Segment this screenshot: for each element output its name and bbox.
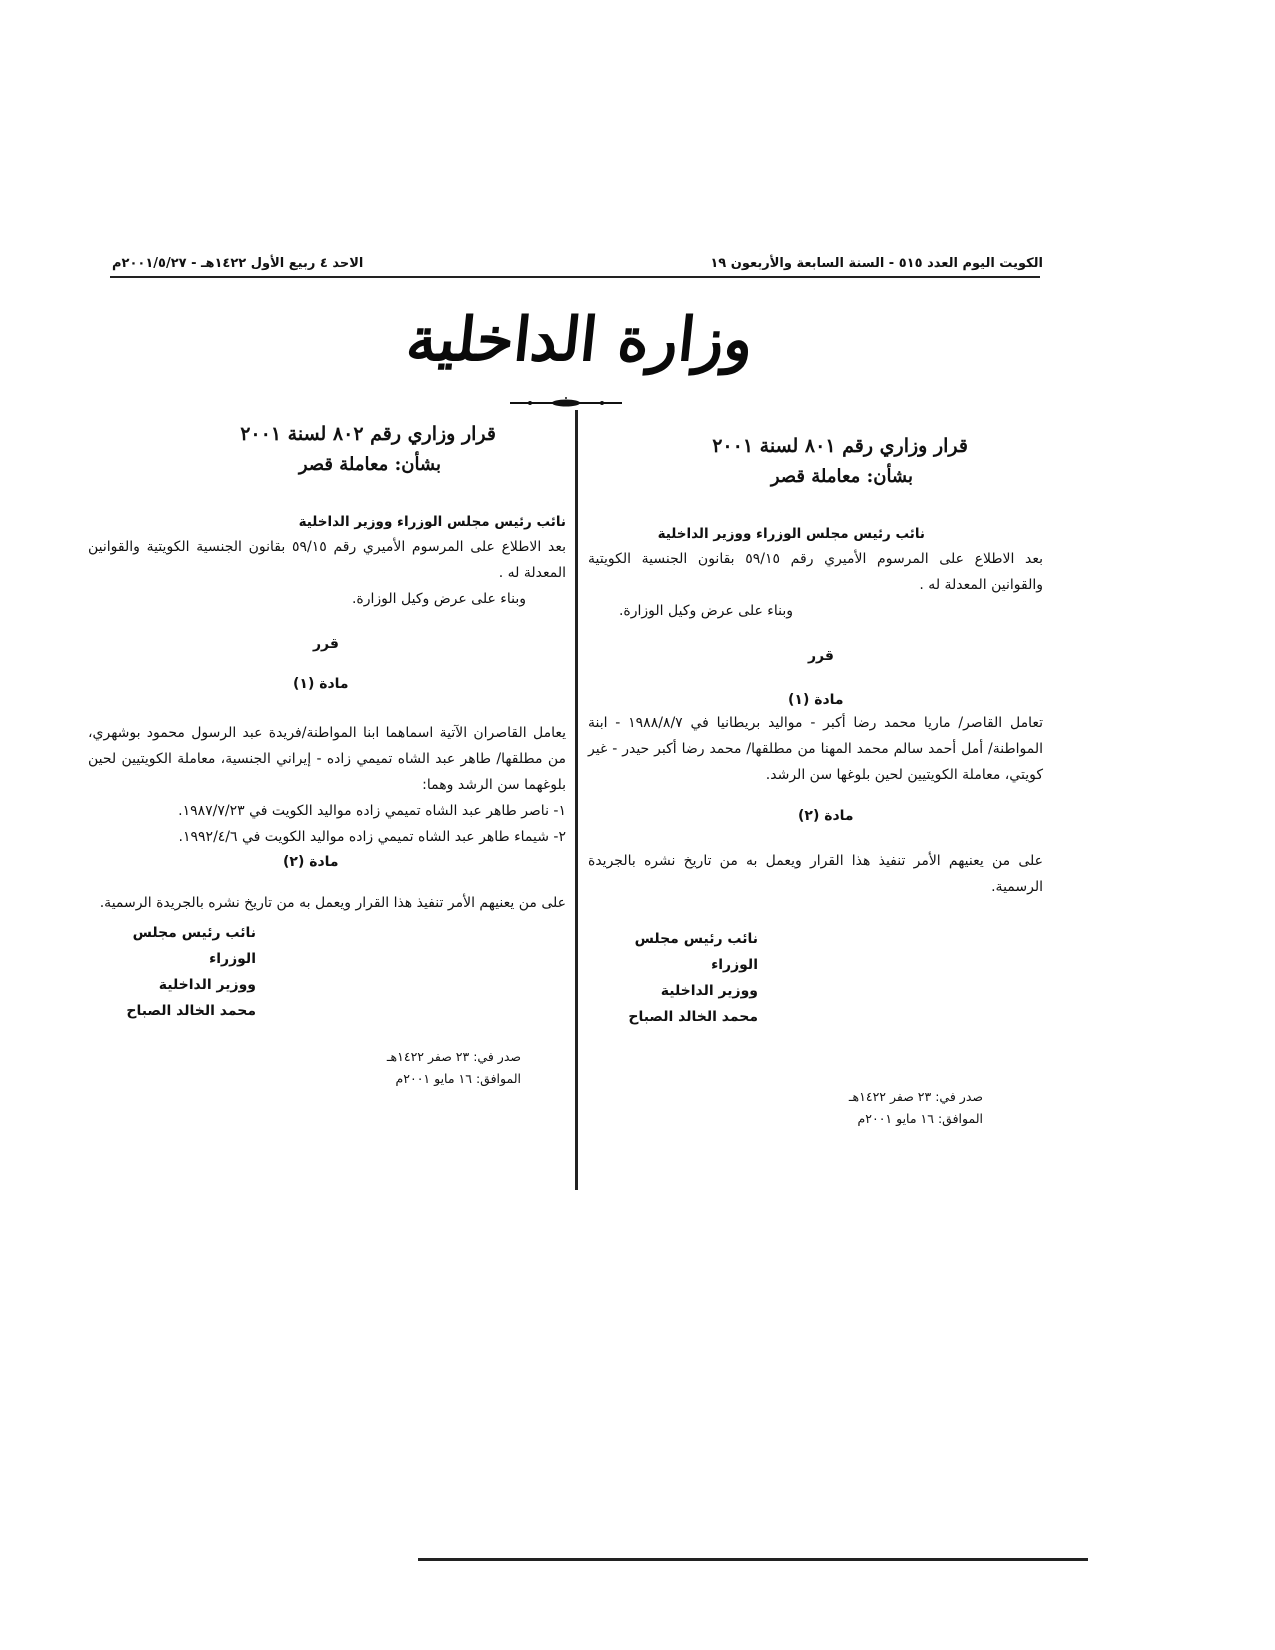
- decree-802-decided: قرر: [313, 636, 339, 652]
- decree-802-preamble-2: وبناء على عرض وكيل الوزارة.: [351, 591, 526, 607]
- bottom-rule: [418, 1558, 1088, 1561]
- ministry-banner: وزارة الداخلية: [403, 305, 757, 375]
- decree-802-signature: [88, 920, 566, 1024]
- decree-802-article-1-text: يعامل القاصران الآتية اسماهما ابنا المواطنة/فريدة عبد الرسول محمود بوشهري، من مطلقها/ طاهر عبد الشاه تميمي زاده - إيراني الجنسية، معاملة الكويتيين لحين بلوغهما سن الرشد وهما:: [88, 725, 566, 793]
- decree-801-signature-line-2: ووزير الداخلية: [660, 983, 758, 999]
- decree-801-article-1-label: مادة (١): [788, 692, 844, 708]
- decree-801-preamble-1: بعد الاطلاع على المرسوم الأميري رقم ٥٩/١٥ بقانون الجنسية الكويتية والقوانين المعدلة له .: [588, 551, 1043, 593]
- decree-801-authority: نائب رئيس مجلس الوزراء ووزير الداخلية: [657, 526, 925, 542]
- decree-801-signature-name: محمد الخالد الصباح: [628, 1009, 758, 1025]
- header-date: الاحد ٤ ربيع الأول ١٤٢٢هـ - ٢٠٠١/٥/٢٧م: [112, 256, 364, 271]
- decree-801-title: قرار وزاري رقم ٨٠١ لسنة ٢٠٠١: [712, 435, 968, 457]
- decree-802-preamble-1: بعد الاطلاع على المرسوم الأميري رقم ٥٩/١٥ بقانون الجنسية الكويتية والقوانين المعدلة له .: [88, 539, 566, 581]
- decree-802-authority: نائب رئيس مجلس الوزراء ووزير الداخلية: [298, 514, 566, 530]
- decree-802-signature-line-1: نائب رئيس مجلس الوزراء: [132, 925, 256, 967]
- decree-801-issued-date: صدر في: ٢٣ صفر ١٤٢٢هـ: [848, 1089, 983, 1104]
- header-issue-info: الكويت اليوم العدد ٥١٥ - السنة السابعة والأربعون ١٩: [710, 256, 1043, 271]
- decree-802-dates: [88, 1046, 566, 1090]
- decree-801-decided: قرر: [808, 648, 834, 664]
- decree-802-signature-name: محمد الخالد الصباح: [126, 1003, 256, 1019]
- decree-801-preamble-2: وبناء على عرض وكيل الوزارة.: [618, 603, 793, 619]
- header-rule: [110, 276, 1040, 278]
- decree-802-corresponding-date: الموافق: ١٦ مايو ٢٠٠١م: [395, 1071, 521, 1086]
- decree-801-subject: بشأن: معاملة قصر: [770, 466, 913, 487]
- decree-802-issued-date: صدر في: ٢٣ صفر ١٤٢٢هـ: [386, 1049, 521, 1064]
- ornament-divider: [510, 397, 622, 409]
- decree-802-signature-line-2: ووزير الداخلية: [158, 977, 256, 993]
- column-divider: [575, 410, 578, 1190]
- decree-801-article-1-text: تعامل القاصر/ ماريا محمد رضا أكبر - مواليد بريطانيا في ١٩٨٨/٨/٧ - ابنة المواطنة/ أمل أحمد سالم محمد المهنا من مطلقها/ محمد رضا أكبر حيدر - غير كويتي، معاملة الكويتيين لحين بلوغها سن الرشد.: [588, 715, 1043, 783]
- decree-801-signature-line-1: نائب رئيس مجلس الوزراء: [634, 931, 758, 973]
- decree-801-signature: [588, 926, 1043, 1030]
- decree-802-item-2: ٢- شيماء طاهر عبد الشاه تميمي زاده مواليد الكويت في ١٩٩٢/٤/٦.: [178, 829, 566, 845]
- decree-801-dates: [588, 1086, 1043, 1130]
- decree-802-title: قرار وزاري رقم ٨٠٢ لسنة ٢٠٠١: [240, 423, 496, 445]
- decree-801: [588, 430, 1043, 1130]
- decree-802-article-2-label: مادة (٢): [283, 854, 339, 870]
- decree-801-article-2-text: على من يعنيهم الأمر تنفيذ هذا القرار ويعمل به من تاريخ نشره بالجريدة الرسمية.: [588, 853, 1043, 895]
- decree-802-item-1: ١- ناصر طاهر عبد الشاه تميمي زاده مواليد الكويت في ١٩٨٧/٧/٢٣.: [178, 803, 566, 819]
- decree-802: [88, 418, 566, 1090]
- decree-802-article-1-label: مادة (١): [293, 676, 349, 692]
- decree-801-article-2-label: مادة (٢): [798, 808, 854, 824]
- decree-802-subject: بشأن: معاملة قصر: [298, 454, 441, 475]
- decree-802-article-2-text: على من يعنيهم الأمر تنفيذ هذا القرار ويعمل به من تاريخ نشره بالجريدة الرسمية.: [99, 895, 566, 911]
- decree-801-corresponding-date: الموافق: ١٦ مايو ٢٠٠١م: [857, 1111, 983, 1126]
